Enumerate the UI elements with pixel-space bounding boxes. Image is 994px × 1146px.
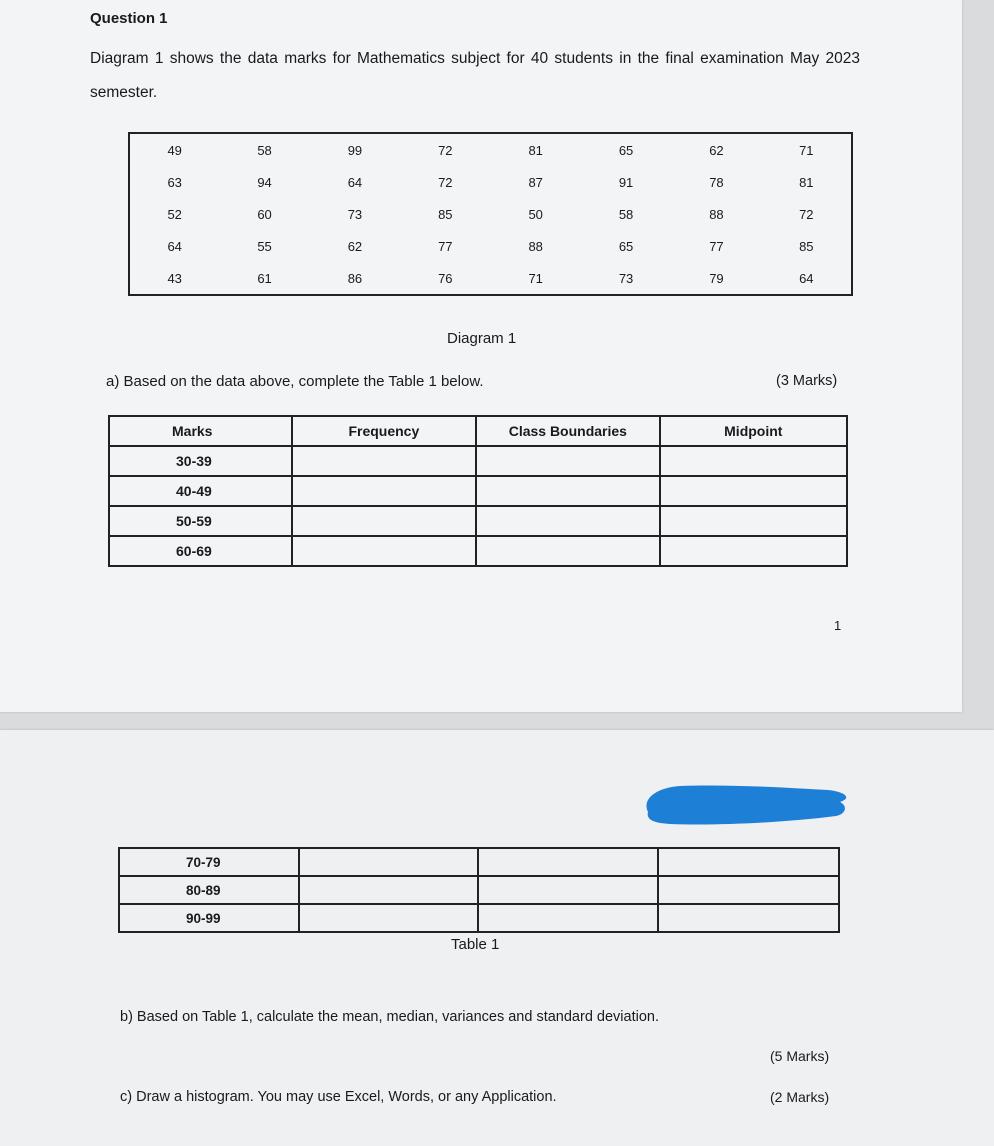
frequency-table-part1	[108, 415, 848, 567]
midpoint-cell	[660, 536, 847, 566]
part-c-text: c) Draw a histogram. You may use Excel, Words, or any Application.	[120, 1089, 557, 1105]
header-class-boundaries: Class Boundaries	[476, 416, 660, 446]
data-cell: 58	[257, 142, 272, 158]
midpoint-cell	[660, 506, 847, 536]
frequency-cell	[292, 536, 476, 566]
page-number: 1	[834, 618, 842, 633]
data-cell: 65	[618, 142, 634, 158]
data-row	[129, 198, 852, 230]
data-row	[129, 230, 852, 262]
data-cell: 58	[618, 206, 634, 222]
data-cell: 64	[347, 174, 363, 190]
data-cell: 88	[528, 238, 543, 254]
data-cell: 99	[347, 142, 363, 158]
midpoint-cell	[660, 446, 847, 476]
class-interval-cell: 60-69	[109, 536, 292, 566]
midpoint-cell	[658, 848, 839, 876]
header-midpoint: Midpoint	[660, 416, 847, 446]
data-cell: 62	[709, 142, 724, 158]
data-cell: 60	[257, 206, 272, 222]
data-cell: 73	[618, 270, 634, 286]
data-cell: 61	[257, 270, 272, 286]
table-row	[109, 476, 847, 506]
class-boundaries-cell	[478, 904, 657, 932]
data-cell: 73	[347, 206, 363, 222]
data-cell: 94	[257, 174, 272, 190]
data-cell: 72	[438, 174, 453, 190]
data-cell: 85	[438, 206, 453, 222]
question-intro: Diagram 1 shows the data marks for Mathematics subject for 40 students in the final examination May 2023 semester.	[90, 50, 860, 101]
class-boundaries-cell	[476, 446, 660, 476]
frequency-table-part2	[118, 847, 840, 933]
class-boundaries-cell	[476, 476, 660, 506]
frequency-cell	[299, 848, 478, 876]
part-b-text: b) Based on Table 1, calculate the mean, median, variances and standard deviation.	[120, 1009, 659, 1025]
table-row	[119, 848, 839, 876]
class-boundaries-cell	[478, 848, 657, 876]
midpoint-cell	[660, 476, 847, 506]
data-row	[129, 133, 852, 166]
frequency-cell	[292, 476, 476, 506]
class-interval-cell: 40-49	[109, 476, 292, 506]
part-a-marks: (3 Marks)	[776, 373, 838, 389]
table-row	[119, 876, 839, 904]
data-cell: 71	[528, 270, 543, 286]
data-cell: 85	[799, 238, 814, 254]
data-cell: 55	[257, 238, 272, 254]
part-a-text: a) Based on the data above, complete the Table 1 below.	[106, 373, 484, 390]
data-marks-table	[128, 132, 853, 296]
header-marks: Marks	[109, 416, 292, 446]
part-b-marks: (5 Marks)	[770, 1048, 830, 1064]
class-interval-cell: 80-89	[119, 876, 299, 904]
data-cell: 86	[347, 270, 363, 286]
data-cell: 81	[528, 142, 543, 158]
class-boundaries-cell	[476, 536, 660, 566]
data-cell: 87	[528, 174, 543, 190]
header-frequency: Frequency	[292, 416, 476, 446]
question-title: Question 1	[90, 10, 168, 27]
data-cell: 52	[167, 206, 182, 222]
frequency-cell	[299, 876, 478, 904]
data-cell: 63	[167, 174, 182, 190]
class-boundaries-cell	[476, 506, 660, 536]
frequency-cell	[292, 446, 476, 476]
table-row	[109, 446, 847, 476]
redaction-blob	[646, 785, 846, 824]
data-cell: 72	[438, 142, 453, 158]
data-cell: 81	[799, 174, 814, 190]
class-boundaries-cell	[478, 876, 657, 904]
table-row	[109, 506, 847, 536]
diagram-caption: Diagram 1	[447, 330, 517, 347]
redaction-mark	[640, 782, 852, 826]
data-cell: 78	[709, 174, 724, 190]
midpoint-cell	[658, 904, 839, 932]
frequency-cell	[292, 506, 476, 536]
data-cell: 91	[618, 174, 634, 190]
data-cell: 71	[799, 142, 814, 158]
data-cell: 77	[709, 238, 724, 254]
class-interval-cell: 30-39	[109, 446, 292, 476]
class-interval-cell: 50-59	[109, 506, 292, 536]
data-cell: 49	[167, 142, 182, 158]
data-cell: 77	[438, 238, 453, 254]
data-cell: 65	[618, 238, 634, 254]
data-cell: 50	[528, 206, 543, 222]
part-c-marks: (2 Marks)	[770, 1089, 830, 1105]
data-cell: 79	[709, 270, 724, 286]
data-cell: 76	[438, 270, 453, 286]
data-cell: 43	[167, 270, 182, 286]
data-cell: 62	[347, 238, 363, 254]
data-cell: 64	[799, 270, 814, 286]
frequency-cell	[299, 904, 478, 932]
data-row	[129, 262, 852, 295]
data-cell: 88	[709, 206, 724, 222]
class-interval-cell: 90-99	[119, 904, 299, 932]
data-cell: 72	[799, 206, 814, 222]
data-row	[129, 166, 852, 198]
class-interval-cell: 70-79	[119, 848, 299, 876]
table-row	[109, 536, 847, 566]
table-row	[119, 904, 839, 932]
table-caption: Table 1	[451, 936, 500, 953]
midpoint-cell	[658, 876, 839, 904]
data-cell: 64	[167, 238, 182, 254]
